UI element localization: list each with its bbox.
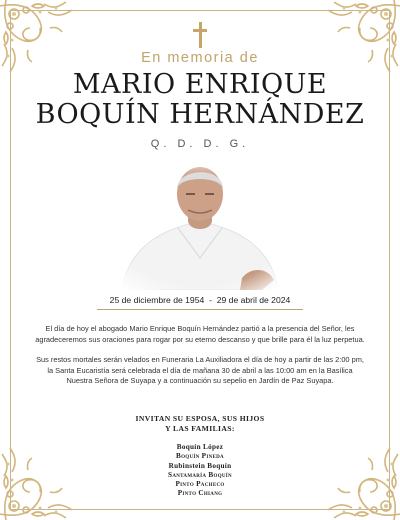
family-name: Pinto Pacheco — [175, 480, 225, 489]
death-date: 29 de abril de 2024 — [216, 295, 291, 305]
life-dates — [0, 295, 400, 305]
family-name: Boquín López — [176, 443, 224, 451]
date-separator: - — [209, 295, 212, 305]
family-list — [0, 443, 400, 499]
memorial-heading: En memoria de — [141, 50, 259, 66]
deceased-name-line-2: BOQUÍN HERNÁNDEZ — [35, 99, 365, 130]
family-name: Pinto Chiang — [177, 489, 223, 498]
invitation-line-2: Y LAS FAMILIAS: — [165, 424, 235, 433]
announcement-paragraph: El día de hoy el abogado Mario Enrique Boquín Hernández partió a la presencia del Señor, les agradeceremos sus oraciones para rogar por su eterno descanso y que brille para él la luz perpetua. — [35, 324, 365, 344]
deceased-name-line-1: MARIO ENRIQUE — [72, 69, 328, 100]
family-name: Rubinstein Boquín — [168, 461, 232, 470]
invitation-line-1: INVITAN SU ESPOSA, SUS HIJOS — [135, 414, 265, 423]
family-name: Boquín Pineda — [176, 452, 224, 461]
portrait-photo — [102, 158, 298, 290]
family-name: Santamaría Boquín — [168, 470, 232, 479]
qddg-abbreviation: Q. D. D. G. — [150, 138, 250, 150]
divider — [97, 309, 303, 310]
latin-cross-icon — [193, 22, 207, 48]
birth-date: 25 de diciembre de 1954 — [109, 295, 205, 305]
service-details-paragraph: Sus restos mortales serán velados en Funeraria La Auxiliadora el día de hoy a partir de las 2:00 pm, la Santa Eucaristía será celebrada el día de mañana 30 de abril a las 10:00 am en la Basílica Nuestra Señora de Suyapa y a continuación su sepelio en Jardín de Paz Suyapa. — [36, 355, 364, 385]
